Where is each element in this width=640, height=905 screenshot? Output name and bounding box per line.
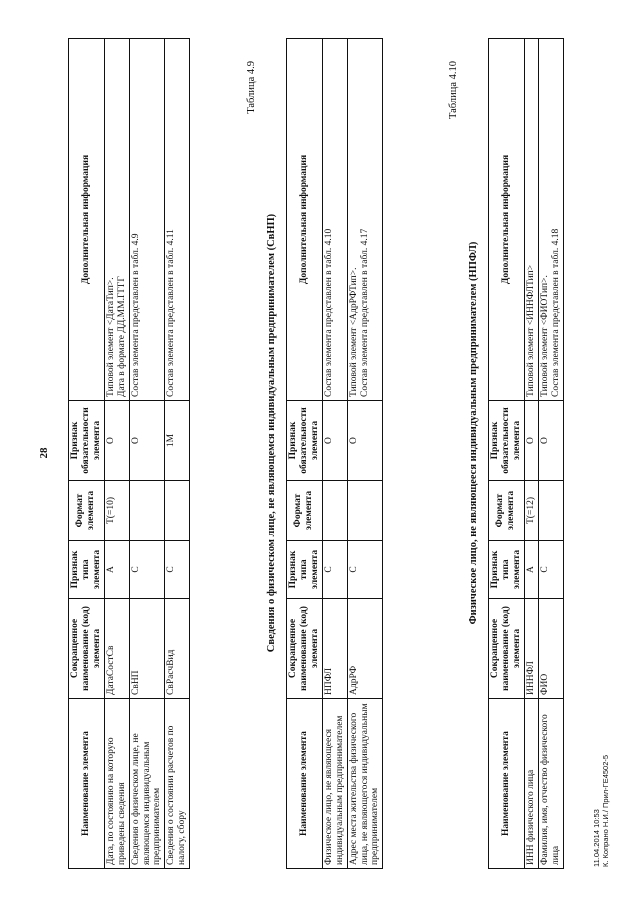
info-line: Состав элемента представлен в табл. 4.11 (166, 228, 177, 397)
table-report-header (68, 38, 190, 869)
cell-type: С (165, 540, 190, 598)
col-header-type: Признак типа элемента (287, 540, 323, 598)
info-line: Типовой элемент <ФИОТип>. (539, 274, 550, 397)
cell-code: СвНП (129, 598, 165, 698)
info-line: Состав элемента представлен в табл. 4.9 (130, 233, 141, 397)
table-row (524, 38, 538, 868)
col-header-name: Наименование элемента (69, 698, 105, 868)
cell-format (538, 480, 563, 540)
col-header-info: Дополнительная информация (69, 38, 105, 400)
cell-type: А (524, 540, 538, 598)
col-header-name: Наименование элемента (489, 698, 525, 868)
table-4-10 (488, 38, 564, 869)
info-line: Состав элемента представлен в табл. 4.10 (323, 228, 334, 397)
cell-required: О (524, 400, 538, 480)
info-line: Типовой элемент <ДатаТип>. (105, 276, 116, 397)
info-line: Дата в формате ДД.ММ.ГГГГ (116, 275, 127, 397)
col-header-code: Сокращенное наименование (код) элемента (287, 598, 323, 698)
cell-required: О (104, 400, 129, 480)
document-footer (592, 754, 611, 866)
col-header-name: Наименование элемента (287, 698, 323, 868)
info-line: Состав элемента представлен в табл. 4.17 (359, 228, 370, 397)
cell-info (165, 38, 190, 400)
cell-info (104, 38, 129, 400)
cell-info (322, 38, 347, 400)
table-row (104, 38, 129, 868)
footer-timestamp: 11.04.2014 10:53 (592, 808, 601, 867)
cell-info (129, 38, 165, 400)
info-line: Состав элемента представлен в табл. 4.18 (550, 228, 561, 397)
cell-info (347, 38, 383, 400)
cell-name: Дата, по состоянию на которую приведены сведения (104, 698, 129, 868)
cell-format (165, 480, 190, 540)
cell-code: АдрРФ (347, 598, 383, 698)
cell-required: О (129, 400, 165, 480)
col-header-required: Признак обязательности элемента (69, 400, 105, 480)
table-row (322, 38, 347, 868)
cell-required: О (322, 400, 347, 480)
footer-reference: К. Копрано Н.И./ Прил-ГЕ4502-5 (601, 754, 611, 867)
cell-format (347, 480, 383, 540)
col-header-format: Формат элемента (69, 480, 105, 540)
document-page (20, 13, 620, 893)
cell-info (524, 38, 538, 400)
cell-required: 1М (165, 400, 190, 480)
cell-type: А (104, 540, 129, 598)
col-header-code: Сокращенное наименование (код) элемента (69, 598, 105, 698)
cell-format (129, 480, 165, 540)
cell-name: ИНН физического лица (524, 698, 538, 868)
info-line: Типовой элемент <ИННФЛТип> (525, 264, 536, 397)
table-label-4-9: Таблица 4.9 (246, 60, 257, 114)
col-header-code: Сокращенное наименование (код) элемента (489, 598, 525, 698)
table-row (347, 38, 383, 868)
table-header-row (69, 38, 105, 868)
cell-name: Сведения о физическом лице, не являющемся индивидуальным предпринимателем (129, 698, 165, 868)
cell-format (322, 480, 347, 540)
col-header-info: Дополнительная информация (489, 38, 525, 400)
cell-code: ИННФЛ (524, 598, 538, 698)
cell-type: С (129, 540, 165, 598)
table-row (165, 38, 190, 868)
cell-name: Сведения о состоянии расчетов по налогу, сбору (165, 698, 190, 868)
cell-type: С (538, 540, 563, 598)
table-4-9 (286, 38, 383, 869)
info-line: Типовой элемент <АдрРФТип>. (348, 267, 359, 397)
cell-code: ДатаСостСв (104, 598, 129, 698)
cell-required: О (538, 400, 563, 480)
page-number: 28 (38, 447, 50, 458)
cell-code: НПФЛ (322, 598, 347, 698)
section-title-npfl: Физическое лицо, не являющееся индивидуальным предпринимателем (НПФЛ) (468, 241, 479, 624)
col-header-format: Формат элемента (489, 480, 525, 540)
cell-info (538, 38, 563, 400)
cell-name: Адрес места жительства физического лица, не являющегося индивидуальным предпринимателем (347, 698, 383, 868)
cell-format: Т(=12) (524, 480, 538, 540)
table-row (538, 38, 563, 868)
col-header-type: Признак типа элемента (489, 540, 525, 598)
cell-format: Т(=10) (104, 480, 129, 540)
col-header-required: Признак обязательности элемента (489, 400, 525, 480)
cell-name: Физическое лицо, не являющееся индивидуальным предпринимателем (322, 698, 347, 868)
col-header-type: Признак типа элемента (69, 540, 105, 598)
cell-code: СвРасчВид (165, 598, 190, 698)
table-header-row (489, 38, 525, 868)
col-header-info: Дополнительная информация (287, 38, 323, 400)
table-row (129, 38, 165, 868)
cell-type: С (347, 540, 383, 598)
cell-required: О (347, 400, 383, 480)
cell-type: С (322, 540, 347, 598)
col-header-format: Формат элемента (287, 480, 323, 540)
section-title-svnp: Сведения о физическом лице, не являющемся индивидуальным предпринимателем (СвНП) (266, 213, 277, 652)
cell-code: ФИО (538, 598, 563, 698)
table-label-4-10: Таблица 4.10 (448, 60, 459, 119)
col-header-required: Признак обязательности элемента (287, 400, 323, 480)
table-header-row (287, 38, 323, 868)
cell-name: Фамилия, имя, отчество физического лица (538, 698, 563, 868)
